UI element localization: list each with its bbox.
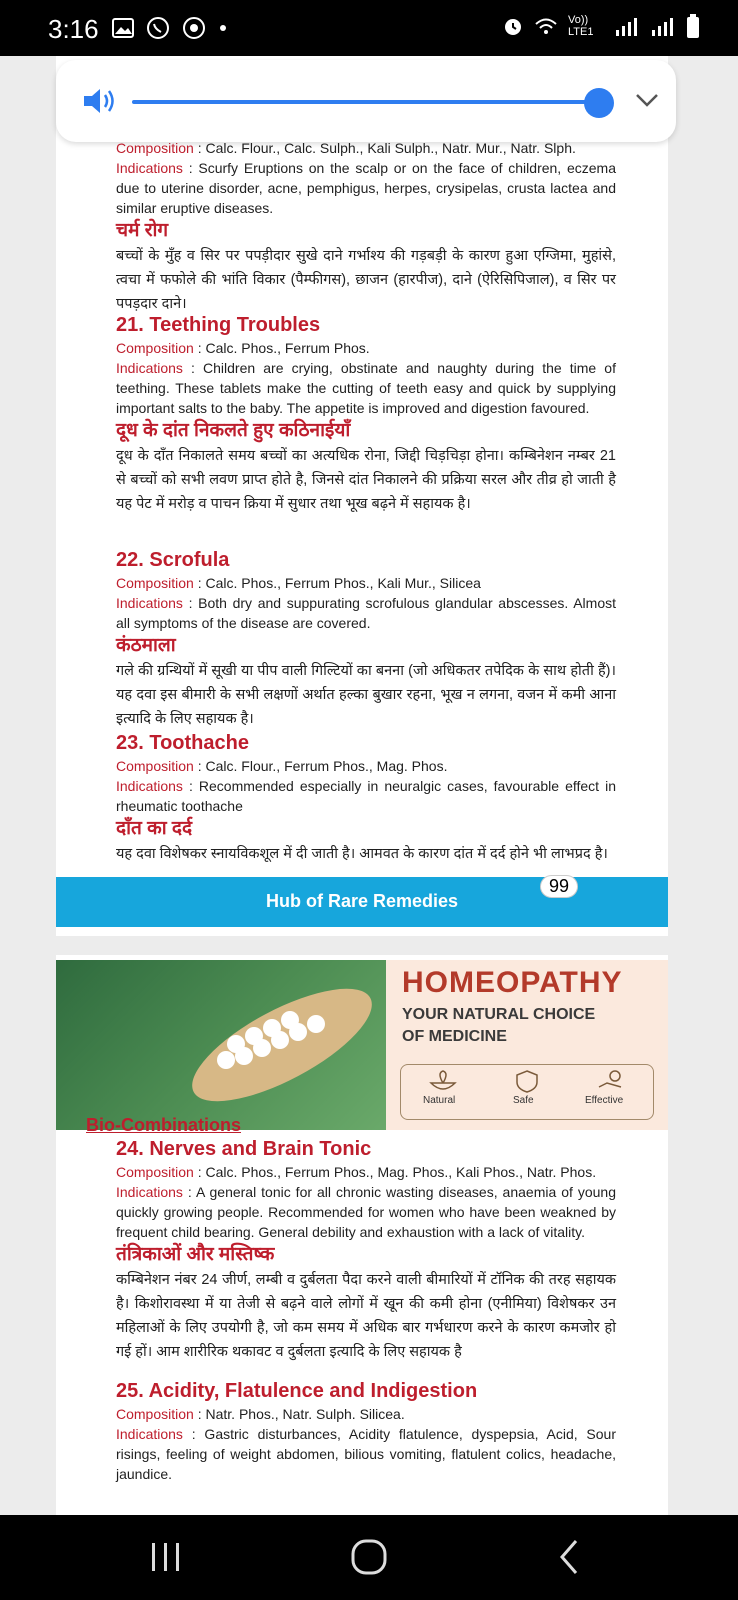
section-label: Bio-Combinations: [86, 1115, 241, 1135]
indications-label: Indications: [116, 160, 183, 176]
wifi-icon: [534, 16, 558, 36]
audio-player: [56, 60, 676, 142]
hindi-title: तंत्रिकाओं और मस्तिष्क: [116, 1244, 275, 1265]
composition-text: : Calc. Flour., Calc. Sulph., Kali Sulph., Natr. Mur., Natr. Slph.: [193, 140, 576, 156]
badge-effective: Effective: [585, 1095, 624, 1106]
entry-skin-diseases: [116, 138, 616, 316]
footer-title: Hub of Rare Remedies: [265, 891, 459, 911]
indications-label: Indications: [116, 1184, 183, 1200]
hindi-title: दूध के दांत निकलते हुए कठिनाईयाँ: [116, 420, 351, 441]
entry-scrofula: [116, 547, 616, 731]
composition-text: : Calc. Phos., Ferrum Phos., Kali Mur., Silicea: [193, 575, 481, 591]
hindi-text: दूध के दाँत निकालते समय बच्चों का अत्यधिक रोना, जिद्दी चिड़चिड़ा होना। कम्बिनेशन नम्बर 21 से बच्चों को सभी लवण प्राप्त होते है, जिनसे दांत निकालने की प्रक्रिया सरल और तीव्र हो जाती है यह पेट में मरोड़ व पाचन क्रिया में सुधार तथा भूख बढ़ने में सहायक है।: [116, 448, 616, 512]
home-icon[interactable]: [349, 1537, 389, 1577]
pills-image: [206, 1000, 346, 1090]
composition-label: Composition: [116, 140, 194, 156]
entry-title: 21. Teething Troubles: [116, 314, 321, 336]
network-label: Vo)) LTE1: [568, 14, 594, 38]
indications-label: Indications: [116, 360, 183, 376]
page-number: 99: [540, 875, 578, 898]
entry-title: 22. Scrofula: [116, 549, 230, 571]
entry-title: 23. Toothache: [116, 732, 249, 754]
indications-text: : Children are crying, obstinate and naughty during the time of teething. These tablets make the cutting of teeth easy and quick by supplying important salts to the baby. The appetite is improved and digestion favoured.: [116, 360, 616, 416]
badges-box: [400, 1064, 654, 1120]
banner-subtitle-line2: OF MEDICINE: [402, 1028, 507, 1045]
dot-icon: [218, 23, 228, 33]
badge-safe: Safe: [513, 1095, 534, 1106]
signal-icon: [614, 16, 640, 36]
alarm-icon: [502, 15, 524, 37]
indications-label: Indications: [116, 595, 183, 611]
chevron-down-icon[interactable]: [634, 90, 660, 110]
composition-text: : Natr. Phos., Natr. Sulph. Silicea.: [193, 1406, 405, 1422]
entry-acidity: [116, 1378, 616, 1484]
banner-title: HOMEOPATHY: [402, 966, 623, 999]
entry-toothache: [116, 730, 616, 866]
composition-label: Composition: [116, 1164, 194, 1180]
navigation-bar: [0, 1515, 738, 1600]
entry-title: 24. Nerves and Brain Tonic: [116, 1138, 372, 1160]
entry-nerves-brain-tonic: [116, 1136, 616, 1364]
hindi-title: कंठमाला: [116, 635, 176, 656]
page-footer: [56, 877, 668, 927]
hindi-text: कम्बिनेशन नंबर 24 जीर्ण, लम्बी व दुर्बलता पैदा करने वाली बीमारियों में टॉनिक की तरह सहायक है। किशोरावस्था में या तेजी से बढ़ने वाले लोगों में खून की कमी होना (एनीमिया) विशेषकर उन महिलाओं के लिए उपयोगी है, जो कम समय में अधिक बार गर्भधारण करने के कारण कमजोर हो गई हों। आम शारीरिक थकावट व दुर्बलता इत्यादि के लिए सहायक है: [116, 1272, 616, 1360]
banner-subtitle-line1: YOUR NATURAL CHOICE: [402, 1006, 596, 1023]
shield-hand-icon: [513, 1069, 541, 1093]
indications-label: Indications: [116, 778, 183, 794]
composition-text: : Calc. Phos., Ferrum Phos.: [193, 340, 370, 356]
homeopathy-banner: [56, 960, 668, 1130]
entry-teething-troubles: [116, 312, 616, 516]
indications-text: : A general tonic for all chronic wasting diseases, anaemia of young quickly growing people. Recommended for women who have been weakned by frequent child bearing. General debility and exhaustion with a lack of vitality.: [116, 1184, 616, 1240]
battery-icon: [686, 14, 700, 38]
composition-label: Composition: [116, 340, 194, 356]
whatsapp-icon: [146, 16, 170, 40]
composition-label: Composition: [116, 1406, 194, 1422]
app-icon: [182, 16, 206, 40]
hindi-title: चर्म रोग: [116, 220, 169, 241]
composition-text: : Calc. Flour., Ferrum Phos., Mag. Phos.: [193, 758, 448, 774]
status-time: 3:16: [48, 14, 99, 44]
gallery-icon: [112, 18, 134, 38]
entry-title: 25. Acidity, Flatulence and Indigestion: [116, 1380, 478, 1402]
indications-label: Indications: [116, 1426, 183, 1442]
composition-label: Composition: [116, 758, 194, 774]
indications-text: : Scurfy Eruptions on the scalp or on the face of children, eczema due to uterine disorder, acne, pemphigus, herpes, crysipelas, crusta lactea and similar eruptive diseases.: [116, 160, 616, 216]
composition-text: : Calc. Phos., Ferrum Phos., Mag. Phos., Kali Phos., Natr. Phos.: [193, 1164, 597, 1180]
hindi-text: बच्चों के मुँह व सिर पर पपड़ीदार सुखे दाने गर्भाश्य की गड़बड़ी के कारण हुआ एग्जिमा, मुहांसे, त्वचा में फफोले की भांति विकार (पैम्फीगस), छाजन (हारपीज), दाने (ऐरिसिपिजाल), व सिर पर पपड़दार दाने।: [116, 248, 616, 312]
composition-label: Composition: [116, 575, 194, 591]
hindi-text: यह दवा विशेषकर स्नायविकशूल में दी जाती है। आमवत के कारण दांत में दर्द होने भी लाभप्रद है।: [116, 846, 608, 862]
indications-text: : Both dry and suppurating scrofulous glandular abscesses. Almost all symptoms of the disease are covered.: [116, 595, 616, 631]
back-icon[interactable]: [550, 1537, 590, 1577]
speaker-icon[interactable]: [82, 86, 116, 116]
volume-track[interactable]: [132, 100, 592, 104]
signal-2-icon: [650, 16, 676, 36]
indications-text: : Recommended especially in neuralgic cases, favourable effect in rheumatic toothache: [116, 778, 616, 814]
hindi-title: दाँत का दर्द: [116, 818, 193, 839]
volume-thumb[interactable]: [584, 88, 614, 118]
recent-apps-icon[interactable]: [146, 1537, 186, 1577]
indications-text: : Gastric disturbances, Acidity flatulence, dyspepsia, Acid, Sour risings, feeling of weight abdomen, bilious vomiting, flatulent colics, headache, jaundice.: [116, 1426, 616, 1482]
badge-natural: Natural: [423, 1095, 456, 1106]
hand-pill-icon: [597, 1069, 625, 1093]
status-bar: [0, 0, 738, 56]
banner-subtitle: [402, 1004, 595, 1048]
leaf-bowl-icon: [429, 1069, 457, 1093]
hindi-text: गले की ग्रन्थियों में सूखी या पीप वाली गिल्टियों का बनना (जो अधिकतर तपेदिक के साथ होती हैं)। यह दवा इस बीमारी के सभी लक्षणों अर्थात हल्का बुखार रहना, भूख न लगना, वजन में कमी आना इत्यादि के लिए सहायक है।: [116, 663, 616, 727]
